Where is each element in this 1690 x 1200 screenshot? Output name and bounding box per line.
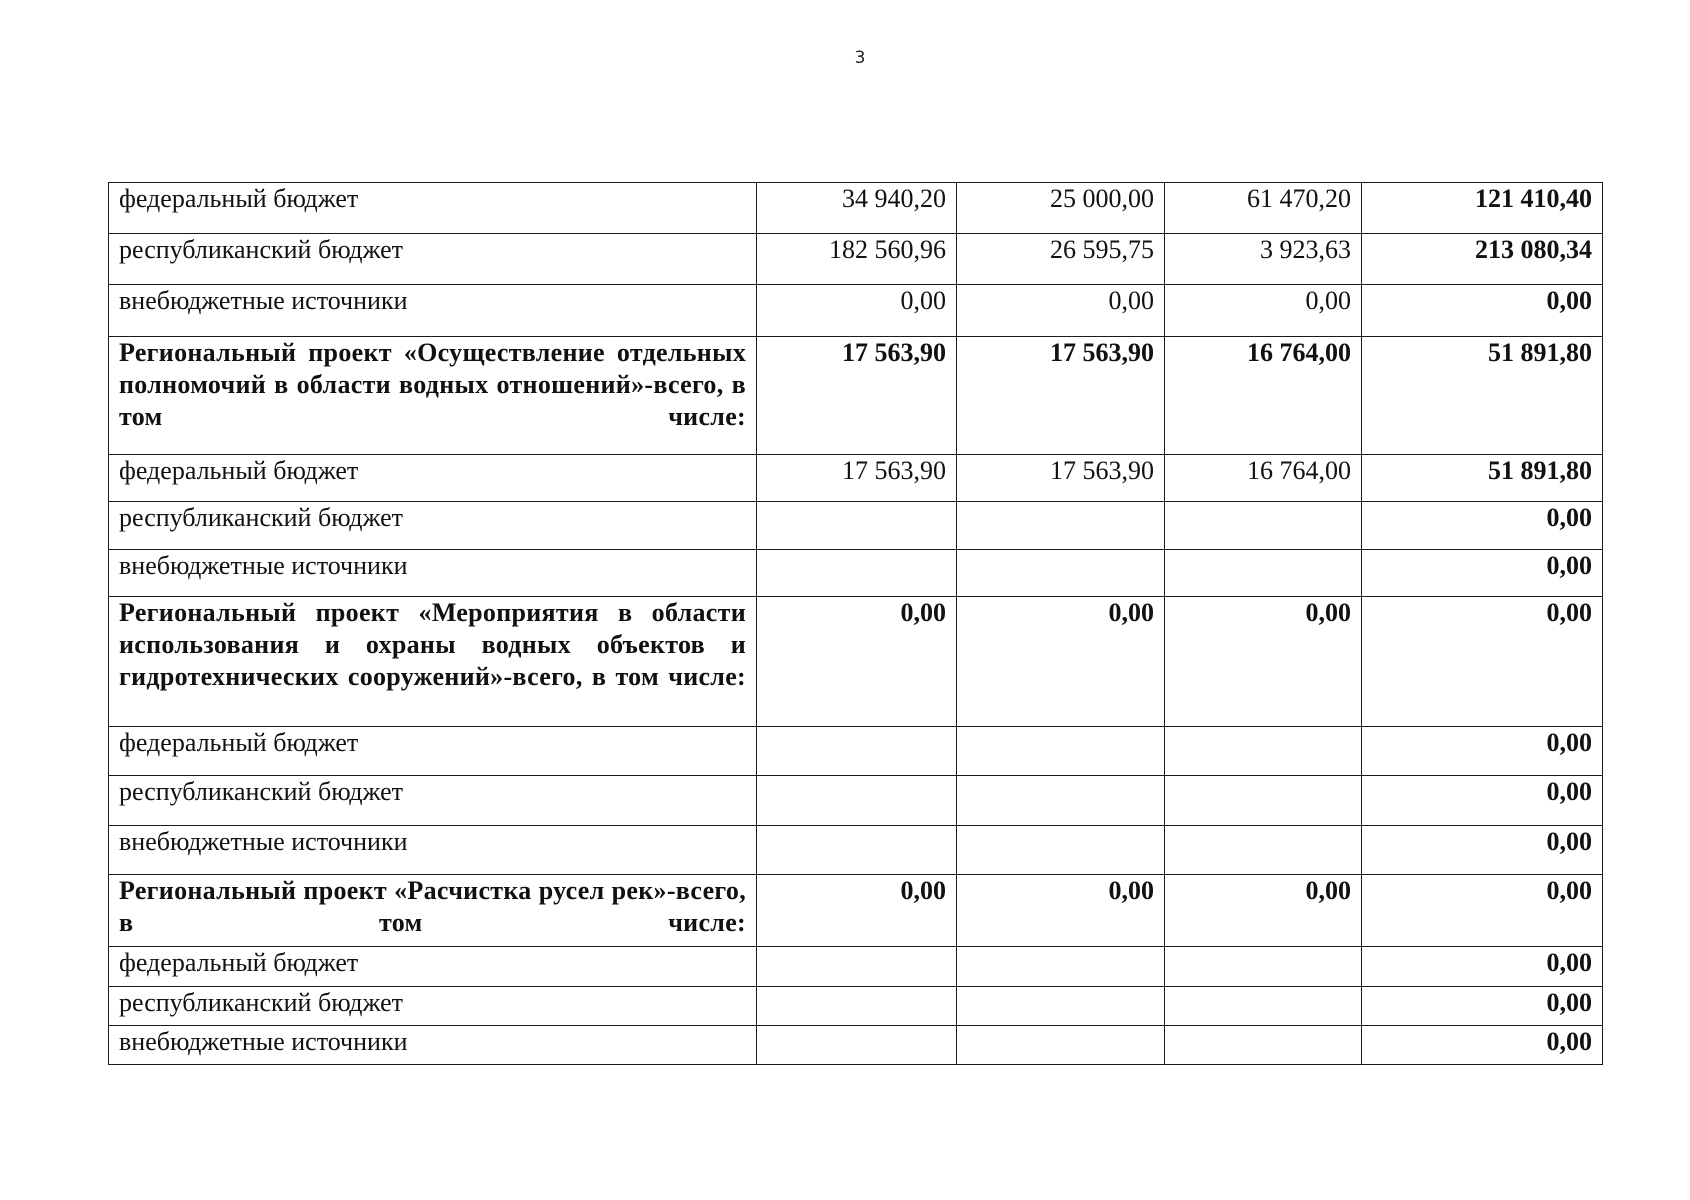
- table-row: [109, 234, 1603, 285]
- project-title: Региональный проект «Мероприятия в области использования и охраны водных объектов и гидротехнических сооружений»-всего, в том числе:: [109, 597, 757, 727]
- row-label: внебюджетные источники: [109, 826, 757, 875]
- year3-value: 0,00: [1165, 875, 1362, 947]
- total-value: 0,00: [1362, 727, 1603, 776]
- row-label: федеральный бюджет: [109, 947, 757, 987]
- year3-value: [1165, 550, 1362, 597]
- row-label: федеральный бюджет: [109, 183, 757, 234]
- year3-value: 61 470,20: [1165, 183, 1362, 234]
- year2-value: [957, 727, 1165, 776]
- total-value: 0,00: [1362, 550, 1603, 597]
- project-row: [109, 875, 1603, 947]
- total-value: 0,00: [1362, 947, 1603, 987]
- table-row: [109, 987, 1603, 1026]
- year2-value: 26 595,75: [957, 234, 1165, 285]
- row-label: внебюджетные источники: [109, 550, 757, 597]
- row-label: федеральный бюджет: [109, 455, 757, 502]
- total-value: 0,00: [1362, 826, 1603, 875]
- year2-value: 17 563,90: [957, 337, 1165, 455]
- table-row: [109, 183, 1603, 234]
- row-label: федеральный бюджет: [109, 727, 757, 776]
- row-label: внебюджетные источники: [109, 285, 757, 337]
- year3-value: [1165, 502, 1362, 550]
- year3-value: 16 764,00: [1165, 455, 1362, 502]
- table-row: [109, 727, 1603, 776]
- table-row: [109, 947, 1603, 987]
- project-title: Региональный проект «Расчистка русел рек»-всего, в том числе:: [109, 875, 757, 947]
- table-row: [109, 776, 1603, 826]
- year1-value: 17 563,90: [757, 455, 957, 502]
- year1-value: [757, 776, 957, 826]
- total-value: 0,00: [1362, 875, 1603, 947]
- year1-value: 182 560,96: [757, 234, 957, 285]
- year2-value: [957, 1026, 1165, 1065]
- row-label: внебюджетные источники: [109, 1026, 757, 1065]
- year1-value: 17 563,90: [757, 337, 957, 455]
- year3-value: 3 923,63: [1165, 234, 1362, 285]
- year1-value: [757, 550, 957, 597]
- year3-value: 0,00: [1165, 597, 1362, 727]
- year2-value: 17 563,90: [957, 455, 1165, 502]
- year3-value: 0,00: [1165, 285, 1362, 337]
- year2-value: 0,00: [957, 597, 1165, 727]
- total-value: 121 410,40: [1362, 183, 1603, 234]
- year3-value: [1165, 947, 1362, 987]
- year3-value: [1165, 776, 1362, 826]
- year1-value: [757, 947, 957, 987]
- year3-value: [1165, 1026, 1362, 1065]
- total-value: 0,00: [1362, 597, 1603, 727]
- project-row: [109, 337, 1603, 455]
- table-row: [109, 1026, 1603, 1065]
- total-value: 0,00: [1362, 502, 1603, 550]
- year2-value: 0,00: [957, 875, 1165, 947]
- year1-value: 0,00: [757, 875, 957, 947]
- year1-value: [757, 727, 957, 776]
- total-value: 213 080,34: [1362, 234, 1603, 285]
- project-title: Региональный проект «Осуществление отдельных полномочий в области водных отношений»-всего, в том числе:: [109, 337, 757, 455]
- year1-value: 0,00: [757, 597, 957, 727]
- table-row: [109, 285, 1603, 337]
- year2-value: [957, 947, 1165, 987]
- year1-value: 0,00: [757, 285, 957, 337]
- row-label: республиканский бюджет: [109, 234, 757, 285]
- table-row: [109, 826, 1603, 875]
- budget-table: [108, 182, 1603, 1065]
- year1-value: [757, 826, 957, 875]
- year2-value: [957, 550, 1165, 597]
- row-label: республиканский бюджет: [109, 776, 757, 826]
- table-row: [109, 455, 1603, 502]
- year1-value: [757, 987, 957, 1026]
- page-number: 3: [854, 48, 866, 68]
- year2-value: [957, 502, 1165, 550]
- year1-value: [757, 502, 957, 550]
- total-value: 0,00: [1362, 987, 1603, 1026]
- total-value: 0,00: [1362, 1026, 1603, 1065]
- total-value: 51 891,80: [1362, 455, 1603, 502]
- total-value: 0,00: [1362, 285, 1603, 337]
- year2-value: [957, 776, 1165, 826]
- year2-value: [957, 987, 1165, 1026]
- year1-value: 34 940,20: [757, 183, 957, 234]
- year1-value: [757, 1026, 957, 1065]
- total-value: 51 891,80: [1362, 337, 1603, 455]
- year3-value: [1165, 727, 1362, 776]
- table-row: [109, 550, 1603, 597]
- year3-value: [1165, 987, 1362, 1026]
- table-row: [109, 502, 1603, 550]
- year3-value: [1165, 826, 1362, 875]
- year3-value: 16 764,00: [1165, 337, 1362, 455]
- year2-value: 0,00: [957, 285, 1165, 337]
- total-value: 0,00: [1362, 776, 1603, 826]
- project-row: [109, 597, 1603, 727]
- year2-value: 25 000,00: [957, 183, 1165, 234]
- row-label: республиканский бюджет: [109, 987, 757, 1026]
- year2-value: [957, 826, 1165, 875]
- row-label: республиканский бюджет: [109, 502, 757, 550]
